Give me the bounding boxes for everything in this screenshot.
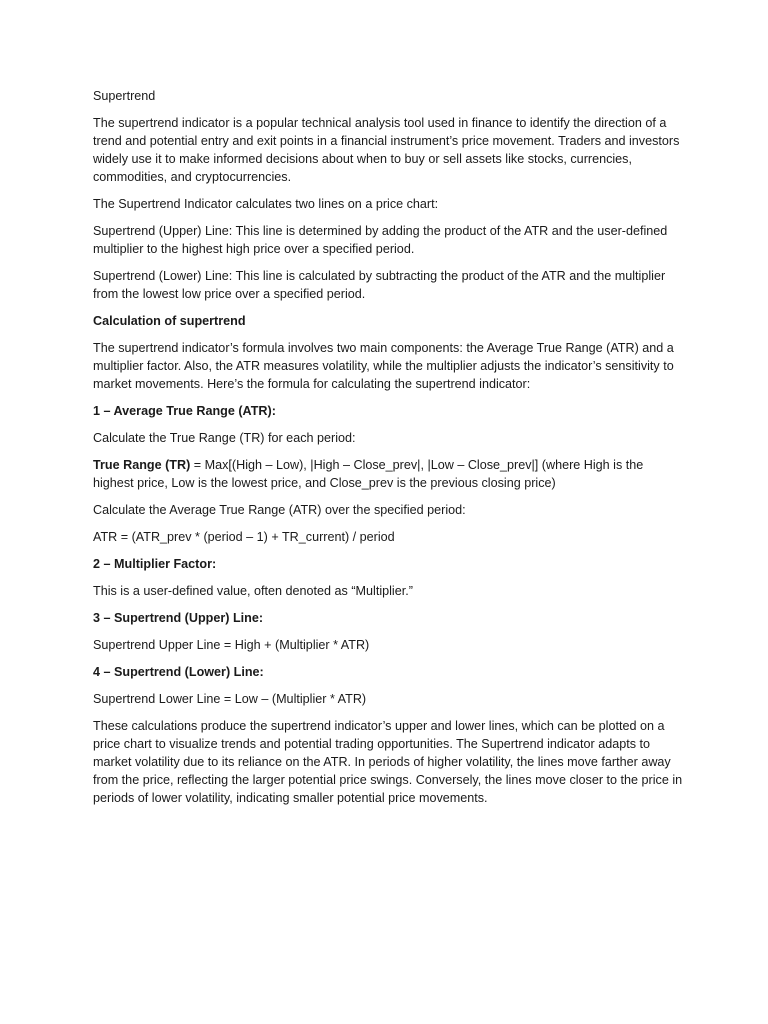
calculation-intro: The supertrend indicator’s formula involves two main components: the Average True Range (ATR) and a multiplier factor. Also, the ATR measures volatility, while the multiplier adjusts the indicator’s sensitivity to market movements. Here’s the formula for calculating the supertrend indicator: [93,341,674,391]
step2-heading: 2 – Multiplier Factor: [93,557,217,571]
intro-paragraph: The supertrend indicator is a popular technical analysis tool used in finance to identify the direction of a trend and potential entry and exit points in a financial instrument’s price movement. Traders and investors widely use it to make informed decisions about when to buy or sell assets like stocks, currencies, commodities, and cryptocurrencies. [93,116,680,184]
document-body [93,87,683,816]
document-title: Supertrend [93,89,156,103]
step3-heading: 3 – Supertrend (Upper) Line: [93,611,264,625]
step4-heading: 4 – Supertrend (Lower) Line: [93,665,264,679]
upper-line-definition: Supertrend (Upper) Line: This line is determined by adding the product of the ATR and the user-defined multiplier to the highest high price over a specified period. [93,224,668,256]
true-range-label: True Range (TR) [93,458,191,472]
step1-text: Calculate the True Range (TR) for each period: [93,431,356,445]
atr-formula: ATR = (ATR_prev * (period – 1) + TR_current) / period [93,530,395,544]
step3-formula: Supertrend Upper Line = High + (Multiplier * ATR) [93,638,370,652]
two-lines-paragraph: The Supertrend Indicator calculates two lines on a price chart: [93,197,439,211]
lower-line-definition: Supertrend (Lower) Line: This line is calculated by subtracting the product of the ATR and the multiplier from the lowest low price over a specified period. [93,269,666,301]
atr-text: Calculate the Average True Range (ATR) over the specified period: [93,503,466,517]
true-range-paragraph [93,456,683,492]
true-range-formula: = Max[(High – Low), |High – Close_prev|, |Low – Close_prev|] (where High is the highest price, Low is the lowest price, and Close_prev is the previous closing price) [93,458,644,490]
conclusion-paragraph: These calculations produce the supertrend indicator’s upper and lower lines, which can be plotted on a price chart to visualize trends and potential trading opportunities. The Supertrend indicator adapts to market volatility due to its reliance on the ATR. In periods of higher volatility, the lines move farther away from the price, reflecting the larger potential price swings. Conversely, the lines move closer to the price in periods of lower volatility, indicating smaller potential price movements. [93,719,683,805]
step1-heading: 1 – Average True Range (ATR): [93,404,276,418]
calculation-heading: Calculation of supertrend [93,314,246,328]
step2-text: This is a user-defined value, often denoted as “Multiplier.” [93,584,413,598]
step4-formula: Supertrend Lower Line = Low – (Multiplier * ATR) [93,692,367,706]
